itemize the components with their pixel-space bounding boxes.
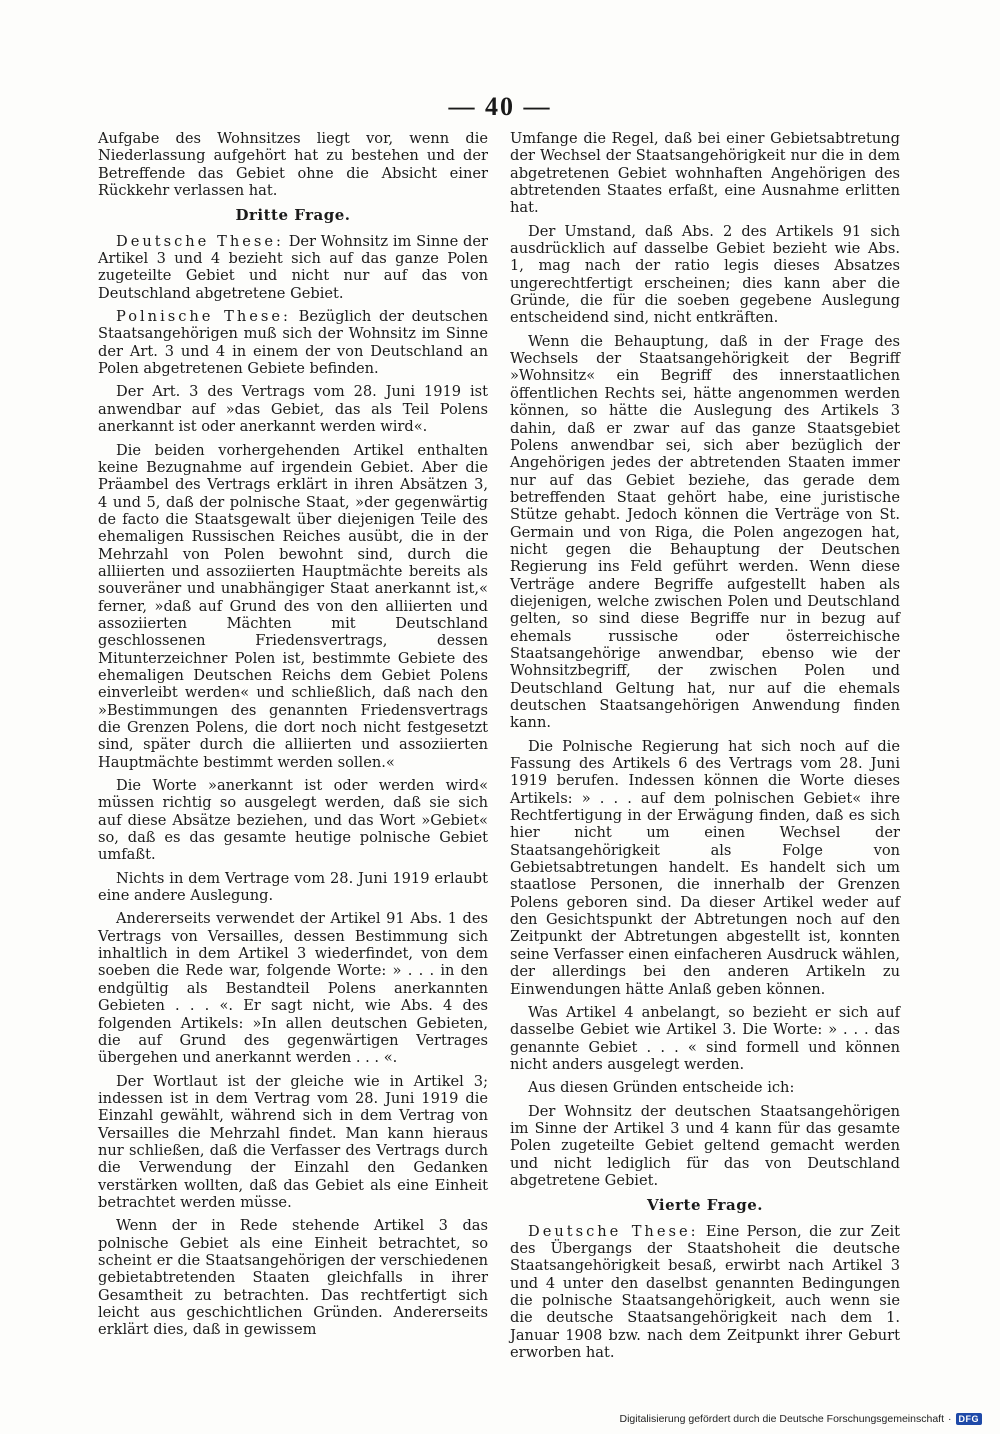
footer-separator: · — [948, 1413, 952, 1425]
thesis-label: Deutsche These: — [116, 232, 284, 250]
right-paragraph — [510, 1223, 900, 1362]
thesis-label: Polnische These: — [116, 308, 291, 326]
thesis-text: Bezüglich der deutschen Staatsangehörigen muß sich der Wohnsitz im Sinne der Art. 3 und 4 in einem der von Deutschland an Polen abgetretenen Gebiete befinden. — [98, 308, 488, 378]
left-paragraph: Wenn der in Rede stehende Artikel 3 das polnische Gebiet als eine Einheit betrachtet, so scheint er die Staatsangehörigen der verschiedenen gebietabtretenden Staaten gleichfalls in ihrer Gesamtheit zu betrachten. Das rechtfertigt sich leicht aus geschichtlichen Gründen. Andererseits erklärt dies, daß in gewissem — [98, 1217, 488, 1339]
thesis-text: Eine Person, die zur Zeit des Übergangs der Staatshoheit die deutsche Staatsangehörigkeit besaß, erwirbt nach Artikel 3 und 4 unter den daselbst genannten Bedingungen die polnische Staatsangehörigkeit, auch wenn sie die deutsche Staatsangehörigkeit nach dem 1. Januar 1908 bzw. nach dem Zeitpunkt ihrer Geburt erworben hat. — [510, 1222, 900, 1362]
left-heading: Dritte Frage. — [235, 206, 351, 225]
left-column — [98, 130, 488, 1345]
left-paragraph: Der Wortlaut ist der gleiche wie in Artikel 3; indessen ist in dem Vertrag vom 28. Juni 1919 die Einzahl gewählt, während sich in dem Vertrag von Versailles die Mehrzahl findet. Man kann hieraus nur schließen, daß die Verfasser des Vertrags durch die Verwendung der Einzahl den Gedanken verstärken wollten, daß das Gebiet als eine Einheit betrachtet werden müsse. — [98, 1072, 488, 1211]
right-paragraph: Wenn die Behauptung, daß in der Frage des Wechsels der Staatsangehörigkeit der Begriff »Wohnsitz« ein Begriff des innerstaatlichen öffentlichen Rechts sei, hätte angenommen werden können, so hätte die Auslegung des Artikels 3 dahin, daß er zwar auf das ganze Staatsgebiet Polens anwendbar sei, sich aber bezüglich der Angehörigen jedes der abtretenden Staaten immer nur auf das Gebiet beziehe, das gerade dem betreffenden Staat gehört habe, eine juristische Stütze gehabt. Jedoch können die Verträge von St. Germain und von Riga, die Polen angezogen hat, nicht gegen die Behauptung der Deutschen Regierung ins Feld geführt werden. Wenn diese Verträge andere Begriffe aufgestellt haben als diejenigen, welche zwischen Polen und Deutschland gelten, so sind diese Begriffe nur in bezug auf ehemals russische oder österreichische Staatsangehörige anwendbar, ebenso wie der Wohnsitzbegriff, der zwischen Polen und Deutschland Geltung hat, nur auf die ehemals deutschen Staatsangehörigen Anwendung finden kann. — [510, 332, 900, 732]
right-paragraph: Was Artikel 4 anbelangt, so bezieht er sich auf dasselbe Gebiet wie Artikel 3. Die Worte: » . . . das genannte Gebiet . . . « sind formell und können nicht anders ausgelegt werden. — [510, 1003, 900, 1073]
right-heading: Vierte Frage. — [647, 1196, 763, 1215]
left-paragraph: Die Worte »anerkannt ist oder werden wird« müssen richtig so ausgelegt werden, daß sie sich auf diese Absätze beziehen, und das Wort »Gebiet« so, daß es das gesamte heutige polnische Gebiet umfaßt. — [98, 777, 488, 864]
left-paragraph: Die beiden vorhergehenden Artikel enthalten keine Bezugnahme auf irgendein Gebiet. Aber die Präambel des Vertrags erklärt in ihren Absätzen 3, 4 und 5, daß der polnische Staat, »der gegenwärtig de facto die Staatsgewalt über diejenigen Teile des ehemaligen Russischen Reiches ausübt, die in der Mehrzahl von Polen bewohnt sind, durch die alliierten und assoziierten Hauptmächte bereits als souveräner und unabhängiger Staat anerkannt ist,« ferner, »daß auf Grund des von den alliierten und assoziierten Mächten mit Deutschland geschlossenen Friedensvertrags, dessen Mitunterzeichner Polen ist, bestimmte Gebiete des ehemaligen Deutschen Reichs dem Gebiet Polens einverleibt werden« und schließlich, daß nach den »Bestimmungen des genannten Friedensvertrags die Grenzen Polens, die dort noch nicht festgesetzt sind, später durch die alliierten und assoziierten Hauptmächte bestimmt werden sollen.« — [98, 441, 488, 771]
thesis-text: Der Wohnsitz im Sinne der Artikel 3 und 4 bezieht sich auf das ganze Polen zugeteilte Gebiet und nicht nur auf das von Deutschland abgetretene Gebiet. — [98, 232, 489, 302]
right-paragraph: Umfange die Regel, daß bei einer Gebietsabtretung der Wechsel der Staatsangehörigkeit nur die in dem abgetretenen Gebiet wohnhaften Angehörigen des abtretenden Staates erfaßt, eine Ausnahme erlitten hat. — [510, 130, 900, 217]
right-paragraph: Der Wohnsitz der deutschen Staatsangehörigen im Sinne der Artikel 3 und 4 kann für das gesamte Polen zugeteilte Gebiet geltend gemacht werden und nicht lediglich für das von Deutschland abgetretene Gebiet. — [510, 1102, 900, 1189]
footer — [619, 1413, 982, 1425]
right-paragraph: Die Polnische Regierung hat sich noch auf die Fassung des Artikels 6 des Vertrags vom 28. Juni 1919 berufen. Indessen können die Worte dieses Artikels: » . . . auf dem polnischen Gebiet« ihre Rechtfertigung in der Erwägung finden, daß es sich hier nicht um einen Wechsel der Staatsangehörigkeit als Folge von Gebietsabtretungen handelt. Es handelt sich um staatlose Personen, die innerhalb der Grenzen Polens geboren sind. Da dieser Artikel weder auf den Gesichtspunkt der Abtretungen noch auf den Zeitpunkt der Abtretungen abgestellt ist, konnten seine Verfasser einen einfacheren Ausdruck wählen, der allerdings bei den anderen Artikeln zu Einwendungen hätte Anlaß geben können. — [510, 737, 900, 998]
footer-credit: Digitalisierung gefördert durch die Deutsche Forschungsgemeinschaft — [619, 1413, 944, 1425]
right-paragraph: Der Umstand, daß Abs. 2 des Artikels 91 sich ausdrücklich auf dasselbe Gebiet bezieht wie Abs. 1, mag nach der ratio legis dieses Absatzes ungerechtfertigt erscheinen; dies kann aber die Gründe, die für die soeben gegebene Auslegung entscheidend sind, nicht entkräften. — [510, 222, 900, 327]
page-number: — 40 — — [448, 92, 552, 121]
thesis-label: Deutsche These: — [528, 1222, 699, 1240]
right-column — [510, 130, 900, 1367]
dfg-logo-icon: DFG — [956, 1413, 983, 1425]
left-paragraph: Nichts in dem Vertrage vom 28. Juni 1919 erlaubt eine andere Auslegung. — [98, 869, 488, 905]
left-paragraph: Aufgabe des Wohnsitzes liegt vor, wenn die Niederlassung aufgehört hat zu bestehen und der Betreffende das Gebiet ohne die Absicht einer Rückkehr verlassen hat. — [98, 130, 488, 200]
left-paragraph: Der Art. 3 des Vertrags vom 28. Juni 1919 ist anwendbar auf »das Gebiet, das als Teil Polens anerkannt ist oder anerkannt werden wird«. — [98, 383, 488, 436]
left-paragraph — [98, 308, 488, 377]
left-paragraph — [98, 233, 488, 302]
right-paragraph: Aus diesen Gründen entscheide ich: — [528, 1079, 795, 1097]
left-paragraph: Andererseits verwendet der Artikel 91 Abs. 1 des Vertrags von Versailles, dessen Bestimmung sich inhaltlich in dem Artikel 3 wiederfindet, von dem soeben die Rede war, folgende Worte: » . . . in den endgültig als Bestandteil Polens anerkannten Gebieten . . . «. Er sagt nicht, wie Abs. 4 des folgenden Artikels: »In allen deutschen Gebieten, die auf Grund des gegenwärtigen Vertrages übergehen und anerkannt werden . . . «. — [98, 910, 488, 1067]
